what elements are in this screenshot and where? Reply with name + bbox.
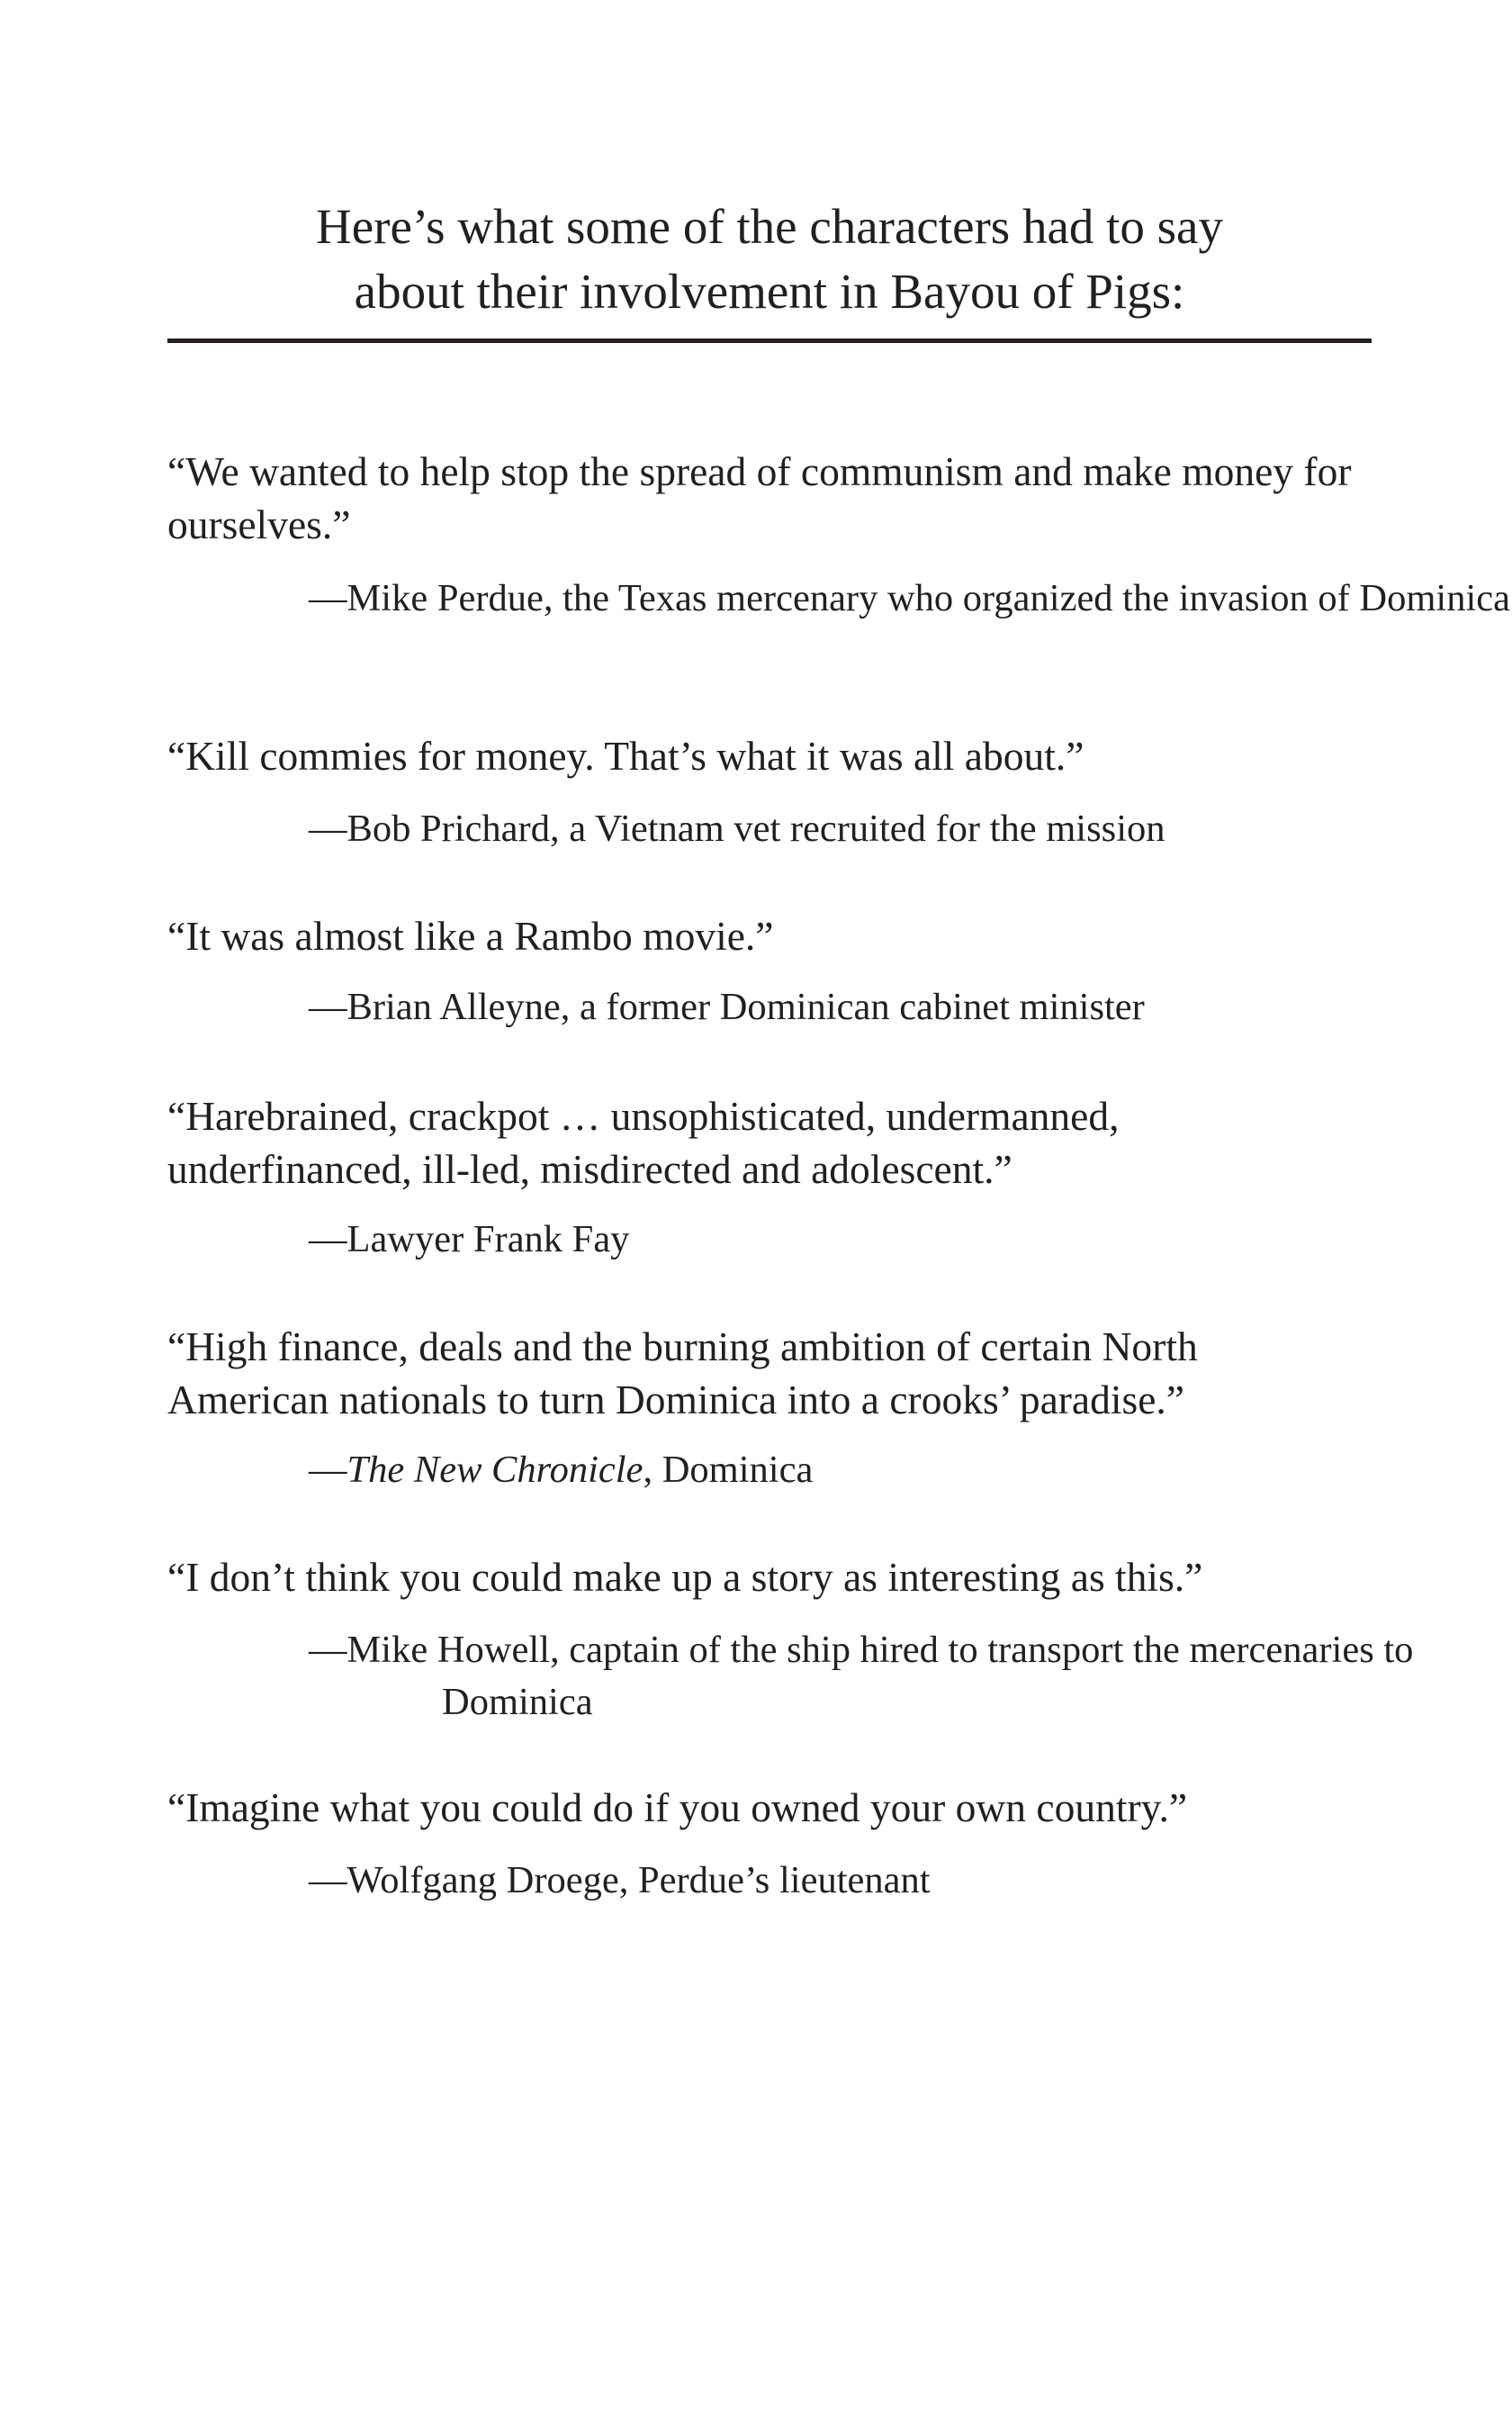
publication-name: The New Chronicle	[346, 1449, 644, 1491]
quote-text: “We wanted to help stop the spread of communism and make money for ourselves.”	[167, 448, 1352, 547]
heading-rule	[167, 339, 1372, 343]
quote-text: “High finance, deals and the burning ambition of certain North American nationals to turn Dominica into a crooks’ paradise.”	[167, 1323, 1198, 1422]
quote-text: “Harebrained, crackpot … unsophisticated, undermanned, underfinanced, ill-led, misdirected and adolescent.”	[167, 1093, 1120, 1192]
attribution-place: , Dominica	[643, 1449, 814, 1491]
quote-attribution: —Lawyer Frank Fay	[309, 1218, 630, 1260]
quote-attribution: —Wolfgang Droege, Perdue’s lieutenant	[309, 1859, 931, 1901]
quote-text: “Kill commies for money. That’s what it was all about.”	[167, 733, 1084, 779]
heading-line-2: about their involvement in Bayou of Pigs:	[354, 264, 1185, 319]
quote-attribution: —Brian Alleyne, a former Dominican cabinet minister	[309, 986, 1145, 1028]
quote-attribution	[309, 1444, 1512, 1496]
heading-line-1: Here’s what some of the characters had to say	[316, 199, 1223, 254]
attribution-dash: —	[309, 1449, 347, 1491]
quote-text: “I don’t think you could make up a story as interesting as this.”	[167, 1554, 1203, 1600]
quote-attribution: —Mike Perdue, the Texas mercenary who organized the invasion of Dominica	[309, 577, 1510, 619]
quote-text: “Imagine what you could do if you owned your own country.”	[167, 1784, 1188, 1830]
page-heading	[167, 194, 1372, 324]
quote-attribution: —Mike Howell, captain of the ship hired to transport the mercenaries to Dominica	[309, 1629, 1414, 1723]
quote-text: “It was almost like a Rambo movie.”	[167, 913, 774, 959]
quote-attribution: —Bob Prichard, a Vietnam vet recruited for the mission	[309, 808, 1166, 850]
